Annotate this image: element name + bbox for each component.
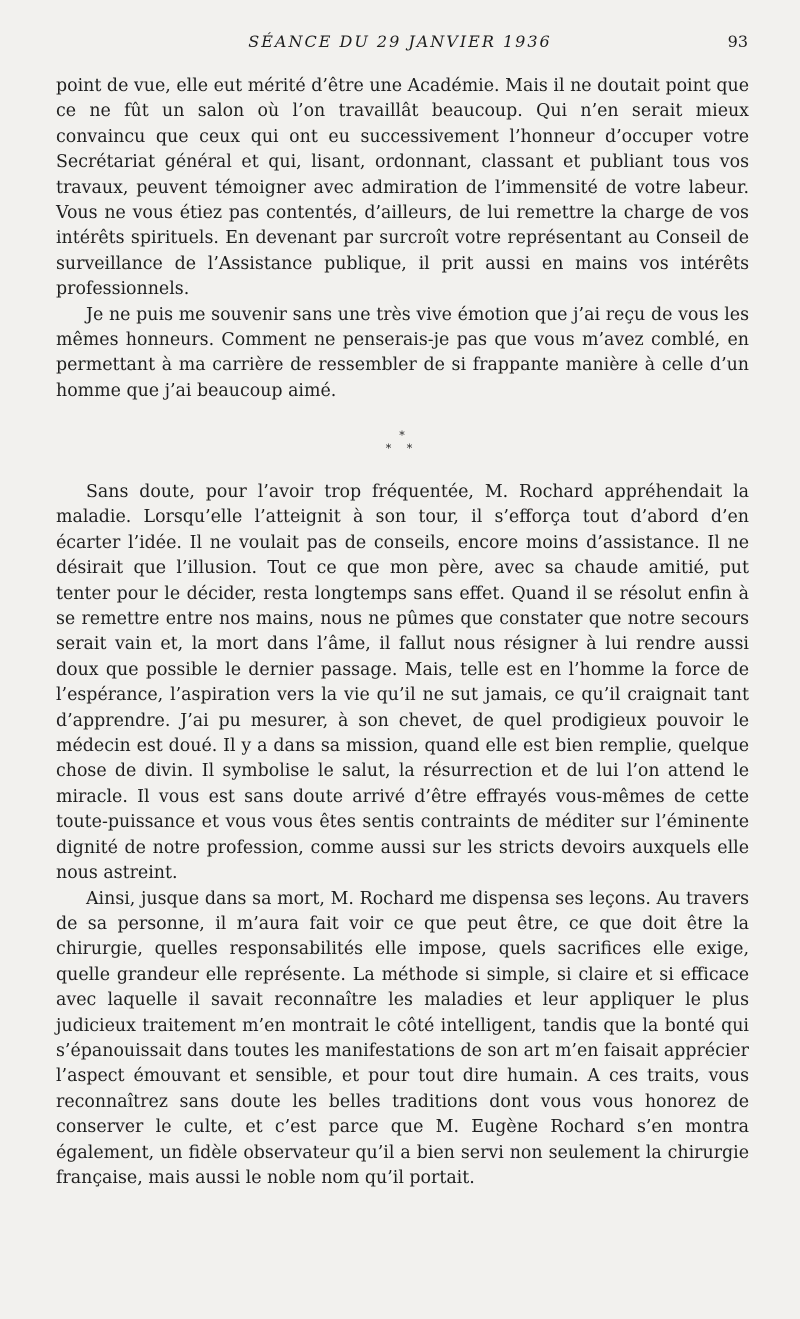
asterism-separator	[380, 430, 424, 460]
running-header	[0, 30, 800, 54]
asterism-top-star: *	[399, 429, 405, 442]
paragraph: Ainsi, jusque dans sa mort, M. Rochard me dispensa ses leçons. Au travers de sa personne, il m’aura fait voir ce que peut être, ce que doit être la chirurgie, quelles responsabilités elle impose, quels sacrifices elle exige, quelle grandeur elle représente. La méthode si simple, si claire et si efficace avec laquelle il savait reconnaître les maladies et leur appliquer le plus judicieux traitement m’en montrait le côté intelligent, tandis que la bonté qui s’épanouissait dans toutes les manifestations de son art m’en faisait apprécier l’aspect émouvant et sensible, et pour tout dire humain. A ces traits, vous reconnaîtrez sans doute les belles traditions dont vous vous honorez de conserver le culte, et c’est parce que M. Eugène Rochard s’en montra également, un fidèle observateur qu’il a bien servi non seulement la chirurgie française, mais aussi le noble nom qu’il portait.	[56, 888, 749, 1188]
asterism-bottom-stars: * *	[385, 442, 419, 455]
paragraph: point de vue, elle eut mérité d’être une Académie. Mais il ne doutait point que ce ne fût un salon où l’on travaillât beaucoup. Qui n’en serait mieux convaincu que ceux qui ont eu successivement l’honneur d’occuper votre Secrétariat général et qui, lisant, ordonnant, classant et publiant tous vos travaux, peuvent témoigner avec admiration de l’immensité de votre labeur. Vous ne vous étiez pas contentés, d’ailleurs, de lui remettre la charge de vos intérêts spirituels. En devenant par surcroît votre représentant au Conseil de surveillance de l’Assistance publique, il prit aussi en mains vos intérêts professionnels.	[56, 76, 749, 300]
paragraph: Je ne puis me souvenir sans une très vive émotion que j’ai reçu de vous les mêmes honneurs. Comment ne penserais-je pas que vous m’avez comblé, en permettant à ma carrière de ressembler de si frappante manière à celle d’un homme que j’ai beaucoup aimé.	[56, 304, 749, 401]
text-block-lower	[56, 480, 749, 1191]
running-title: SÉANCE DU 29 JANVIER 1936	[248, 32, 552, 51]
page-number: 93	[727, 32, 748, 51]
text-block-upper	[56, 74, 749, 404]
paragraph: Sans doute, pour l’avoir trop fréquentée, M. Rochard appréhendait la maladie. Lorsqu’elle l’atteignit à son tour, il s’efforça tout d’abord d’en écarter l’idée. Il ne voulait pas de conseils, encore moins d’assistance. Il ne désirait que l’illusion. Tout ce que mon père, avec sa chaude amitié, put tenter pour le décider, resta longtemps sans effet. Quand il se résolut enfin à se remettre entre nos mains, nous ne pûmes que constater que notre secours serait vain et, la mort dans l’âme, il fallut nous résigner à lui rendre aussi doux que possible le dernier passage. Mais, telle est en l’homme la force de l’espérance, l’aspiration vers la vie qu’il ne sut jamais, ce qu’il craignait tant d’apprendre. J’ai pu mesurer, à son chevet, de quel prodigieux pouvoir le médecin est doué. Il y a dans sa mission, quand elle est bien remplie, quelque chose de divin. Il symbolise le salut, la résurrection et de lui l’on attend le miracle. Il vous est sans doute arrivé d’être effrayés vous-mêmes de cette toute-puissance et vous vous êtes sentis contraints de méditer sur l’éminente dignité de notre profession, comme aussi sur les stricts devoirs auxquels elle nous astreint.	[56, 482, 749, 884]
